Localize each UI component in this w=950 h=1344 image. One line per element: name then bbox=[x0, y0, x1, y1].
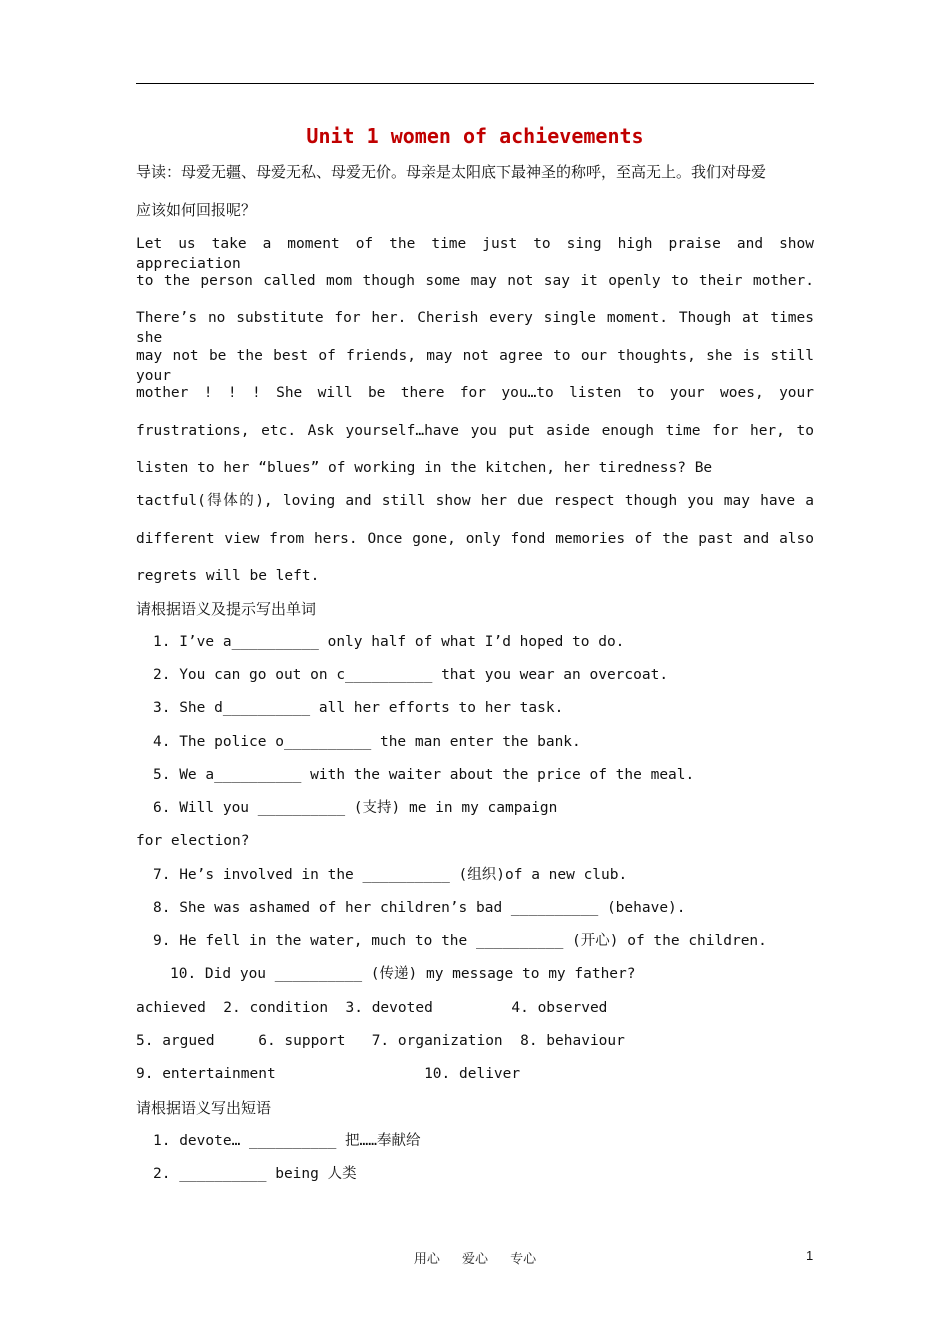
exercise-item: 1. I’ve a__________ only half of what I’d hoped to do. bbox=[153, 634, 625, 650]
page-title: Unit 1 women of achievements bbox=[306, 124, 644, 148]
section-heading-phrases: 请根据语义写出短语 bbox=[136, 1099, 272, 1117]
passage-line: Let us take a moment of the time just to sing high praise and show appreciation bbox=[136, 236, 814, 272]
passage-line: frustrations, etc. Ask yourself…have you put aside enough time for her, to bbox=[136, 423, 814, 439]
page-number: 1 bbox=[806, 1248, 814, 1263]
passage-line: different view from hers. Once gone, only fond memories of the past and also bbox=[136, 531, 814, 547]
exercise-item-continuation: for election? bbox=[136, 833, 250, 849]
exercise-item: 2. You can go out on c__________ that you wear an overcoat. bbox=[153, 667, 669, 683]
exercise-item: 6. Will you __________ (支持) me in my campaign bbox=[153, 800, 558, 816]
exercise-item: 5. We a__________ with the waiter about the price of the meal. bbox=[153, 767, 695, 783]
exercise-item: 8. She was ashamed of her children’s bad __________ (behave). bbox=[153, 900, 686, 916]
passage-line: listen to her “blues” of working in the kitchen, her tiredness? Be bbox=[136, 460, 713, 476]
exercise-item: 3. She d__________ all her efforts to her task. bbox=[153, 700, 564, 716]
header-rule bbox=[136, 83, 814, 84]
answer-line: 5. argued 6. support 7. organization 8. behaviour bbox=[136, 1033, 625, 1049]
exercise-item: 10. Did you __________ (传递) my message to my father? bbox=[170, 966, 636, 982]
passage-line: may not be the best of friends, may not agree to our thoughts, she is still your bbox=[136, 348, 814, 384]
phrase-item: 1. devote… __________ 把……奉献给 bbox=[153, 1133, 421, 1149]
answer-line: 9. entertainment 10. deliver bbox=[136, 1066, 521, 1082]
passage-line: to the person called mom though some may not say it openly to their mother. bbox=[136, 273, 814, 289]
intro-line: 应该如何回报呢？ bbox=[136, 201, 257, 219]
passage-line: mother ! ! ! She will be there for you…to listen to your woes, your bbox=[136, 385, 814, 401]
phrase-item: 2. __________ being 人类 bbox=[153, 1166, 357, 1182]
passage-line: There’s no substitute for her. Cherish every single moment. Though at times she bbox=[136, 310, 814, 346]
page-footer: 用心 爱心 专心 bbox=[413, 1252, 537, 1267]
passage-line: tactful(得体的), loving and still show her due respect though you may have a bbox=[136, 493, 814, 509]
exercise-item: 9. He fell in the water, much to the __________ (开心) of the children. bbox=[153, 933, 767, 949]
answer-line: achieved 2. condition 3. devoted 4. observed bbox=[136, 1000, 608, 1016]
intro-line: 导读：母爱无疆、母爱无私、母爱无价。母亲是太阳底下最神圣的称呼，至高无上。我们对母爱 bbox=[136, 163, 767, 181]
exercise-item: 4. The police o__________ the man enter the bank. bbox=[153, 734, 581, 750]
exercise-item: 7. He’s involved in the __________ (组织)of a new club. bbox=[153, 867, 628, 883]
section-heading-words: 请根据语义及提示写出单词 bbox=[136, 600, 317, 618]
passage-line: regrets will be left. bbox=[136, 568, 320, 584]
